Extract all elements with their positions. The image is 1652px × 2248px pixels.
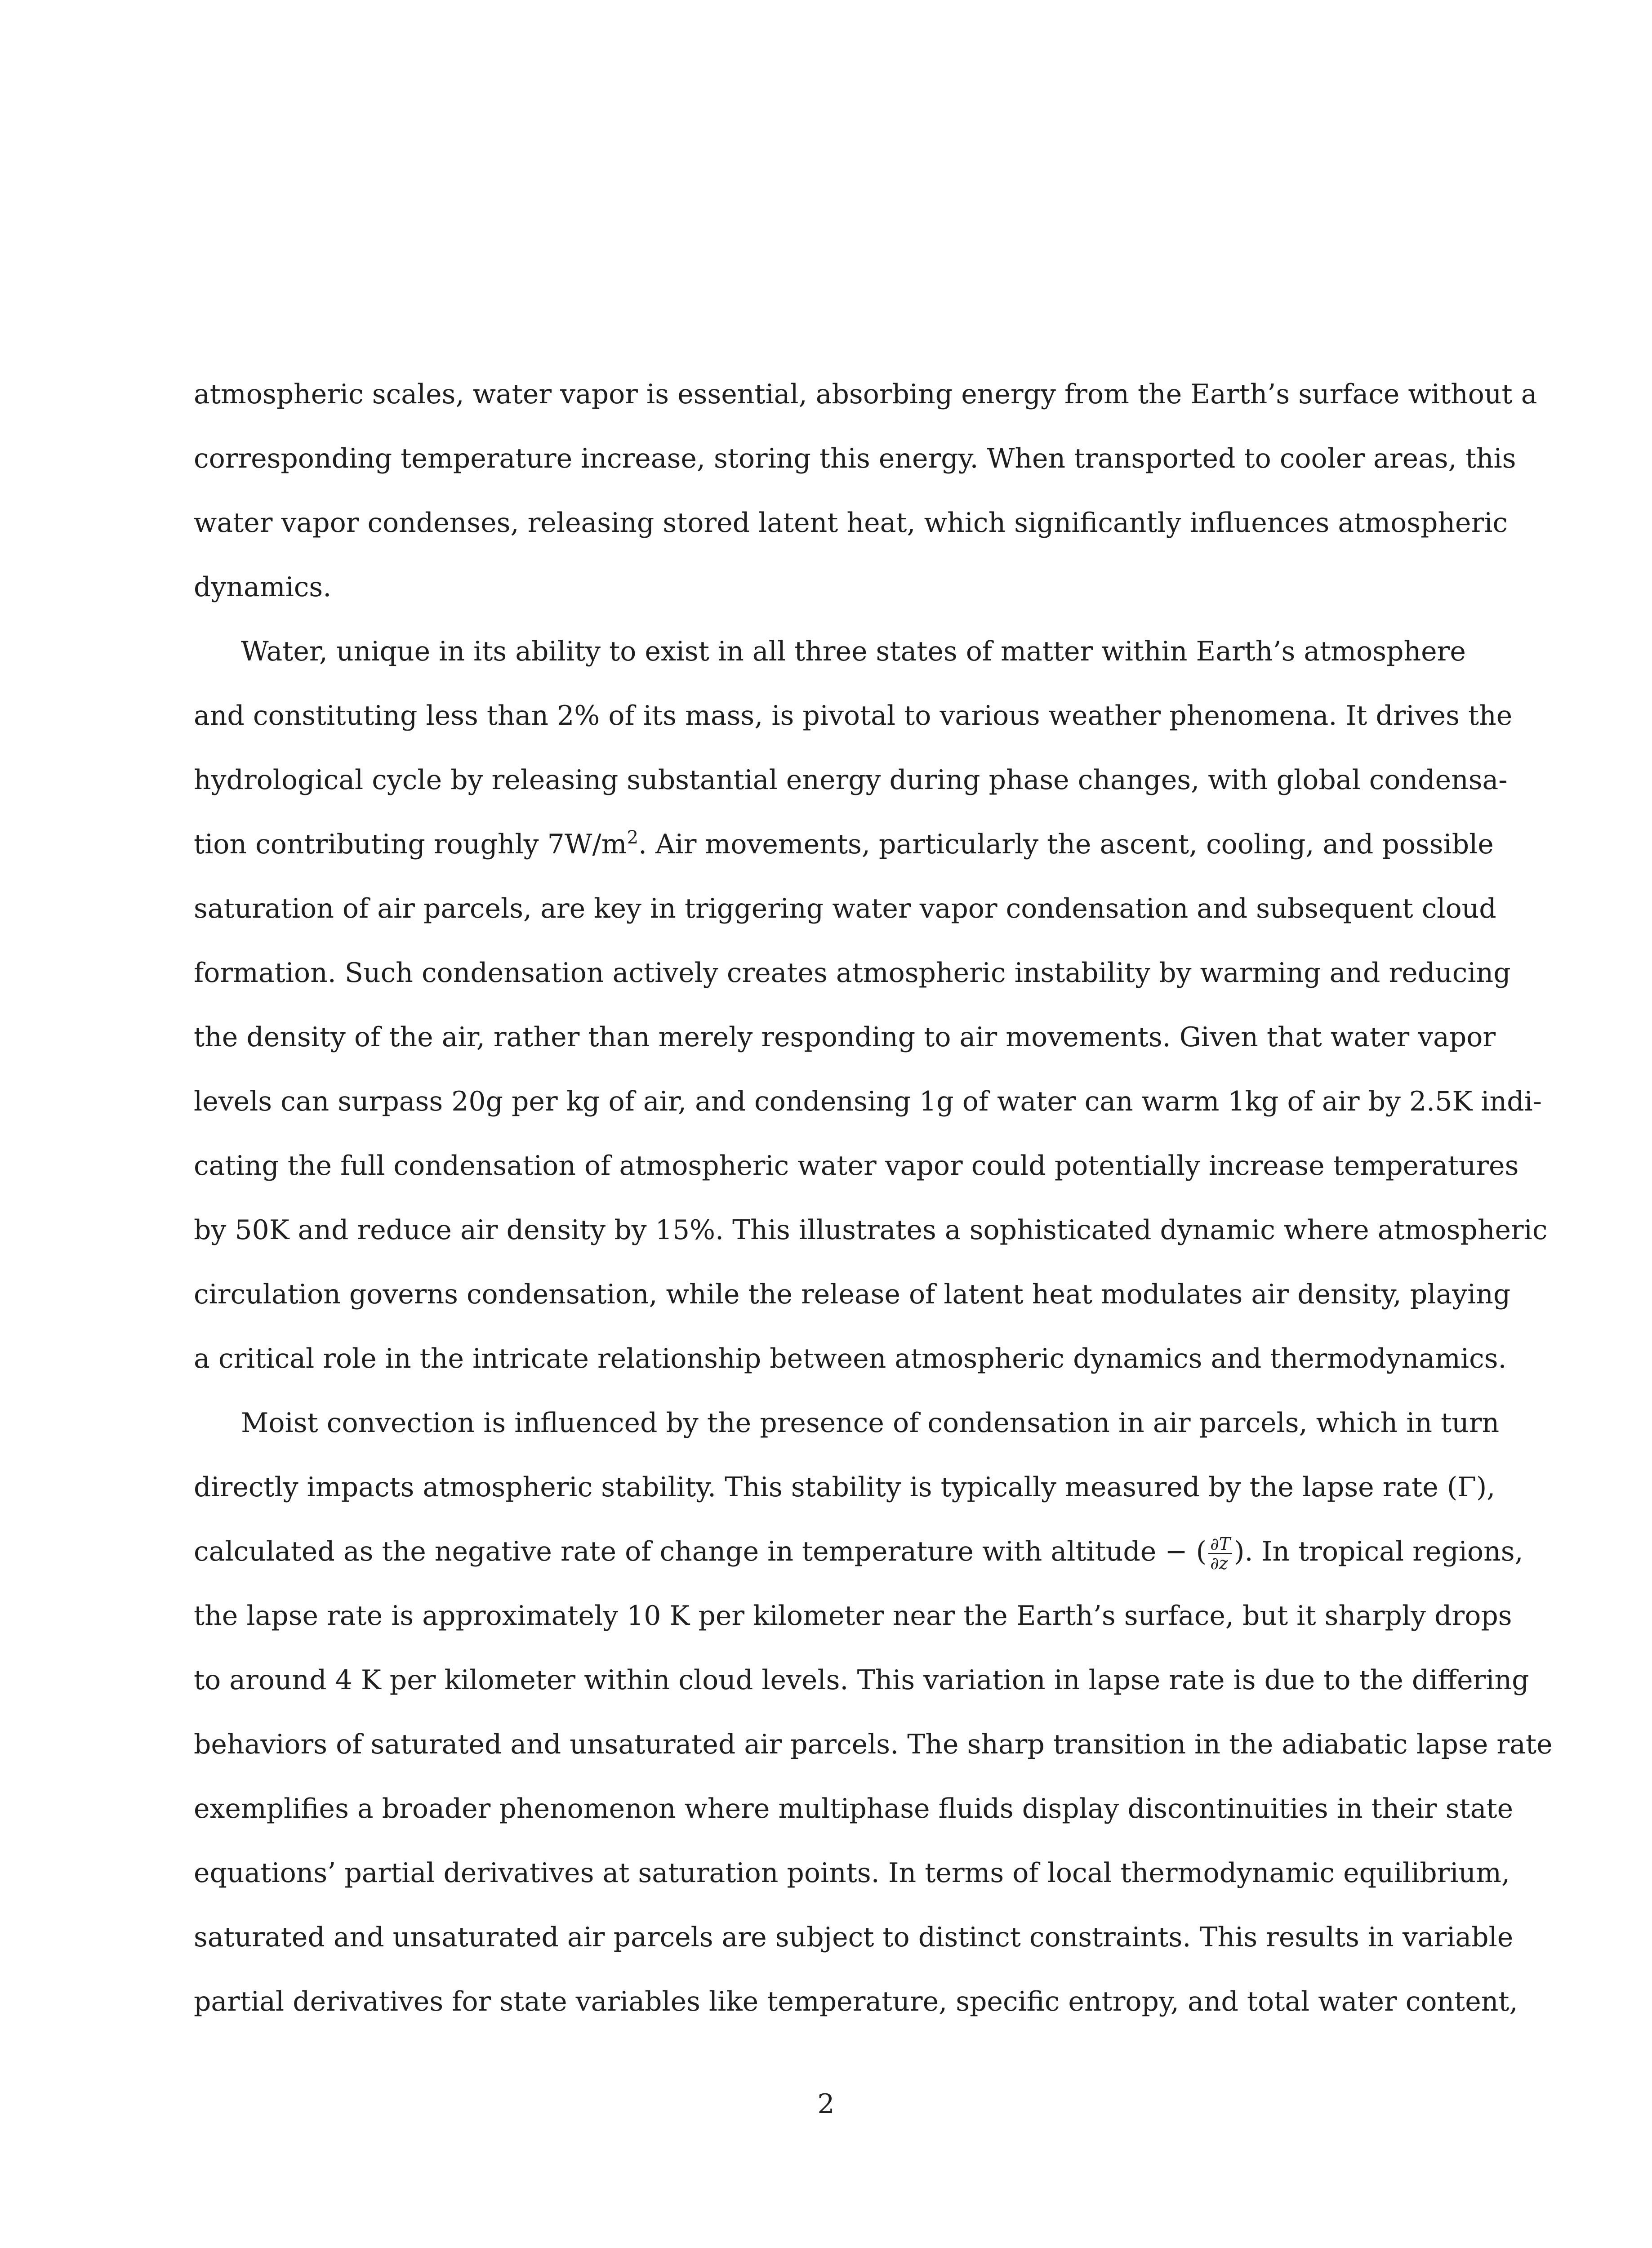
paragraph-2-line-8: levels can surpass 20g per kg of air, and condensing 1g of water can warm 1kg of air by 2.5K indi- (194, 1086, 1542, 1117)
paragraph-2-line-4 (194, 812, 1494, 877)
paragraph-3-line-6: behaviors of saturated and unsaturated air parcels. The sharp transition in the adiabatic lapse rate (194, 1729, 1553, 1760)
paragraph-3-line-4: the lapse rate is approximately 10 K per kilometer near the Earth’s surface, but it sharply drops (194, 1600, 1512, 1632)
paragraph-2-line-4-before: tion contributing roughly 7W/m (194, 829, 627, 860)
paragraph-1-line-4: dynamics. (194, 571, 332, 603)
page-number: 2 (817, 2088, 835, 2120)
derivative-fraction (1208, 1535, 1232, 1572)
paragraph-2-line-4-after: . Air movements, particularly the ascent, cooling, and possible (638, 829, 1494, 860)
paragraph-3-line-3 (194, 1520, 1523, 1584)
paragraph-3-line-8: equations’ partial derivatives at saturation points. In terms of local thermodynamic equilibrium, (194, 1857, 1510, 1889)
paragraph-3-line-7: exemplifies a broader phenomenon where multiphase fluids display discontinuities in their state (194, 1793, 1514, 1824)
paragraph-1-line-1: atmospheric scales, water vapor is essential, absorbing energy from the Earth’s surface without a (194, 379, 1537, 410)
paragraph-2-line-11: circulation governs condensation, while the release of latent heat modulates air density, playing (194, 1279, 1511, 1310)
paragraph-2-line-6: formation. Such condensation actively creates atmospheric instability by warming and reducing (194, 957, 1511, 989)
paragraph-2-line-5: saturation of air parcels, are key in triggering water vapor condensation and subsequent cloud (194, 893, 1496, 924)
paragraph-3-line-3-before: calculated as the negative rate of change in temperature with altitude − ( (194, 1536, 1207, 1567)
paragraph-3-line-5: to around 4 K per kilometer within cloud levels. This variation in lapse rate is due to the differing (194, 1664, 1529, 1696)
body-text (194, 362, 1553, 2034)
paragraph-3-line-3-after: ). In tropical regions, (1234, 1536, 1523, 1567)
paragraph-2-line-10: by 50K and reduce air density by 15%. This illustrates a sophisticated dynamic where atmospheric (194, 1214, 1548, 1246)
paragraph-3-line-10: partial derivatives for state variables like temperature, specific entropy, and total water content, (194, 1986, 1518, 2017)
paragraph-3-line-9: saturated and unsaturated air parcels are subject to distinct constraints. This results in variable (194, 1922, 1514, 1953)
paragraph-2-line-12: a critical role in the intricate relationship between atmospheric dynamics and thermodynamics. (194, 1343, 1507, 1374)
paragraph-2-line-3: hydrological cycle by releasing substantial energy during phase changes, with global condensa- (194, 764, 1508, 796)
superscript-2: 2 (627, 827, 639, 848)
paragraph-2-line-2: and constituting less than 2% of its mass, is pivotal to various weather phenomena. It drives the (194, 700, 1513, 731)
paragraph-1-line-3: water vapor condenses, releasing stored latent heat, which significantly influences atmospheric (194, 507, 1508, 539)
paragraph-2-line-7: the density of the air, rather than merely responding to air movements. Given that water vapor (194, 1021, 1496, 1053)
paragraph-2-line-9: cating the full condensation of atmospheric water vapor could potentially increase temperatures (194, 1150, 1519, 1182)
fraction-denominator: ∂z (1210, 1553, 1228, 1573)
fraction-numerator: ∂T (1208, 1535, 1232, 1554)
paragraph-2-line-1: Water, unique in its ability to exist in all three states of matter within Earth’s atmosphere (241, 636, 1466, 667)
paragraph-1-line-2: corresponding temperature increase, storing this energy. When transported to cooler areas, this (194, 443, 1516, 474)
paragraph-3-line-2: directly impacts atmospheric stability. This stability is typically measured by the lapse rate (Γ), (194, 1472, 1496, 1503)
paragraph-3-line-1: Moist convection is influenced by the presence of condensation in air parcels, which in turn (241, 1407, 1500, 1439)
